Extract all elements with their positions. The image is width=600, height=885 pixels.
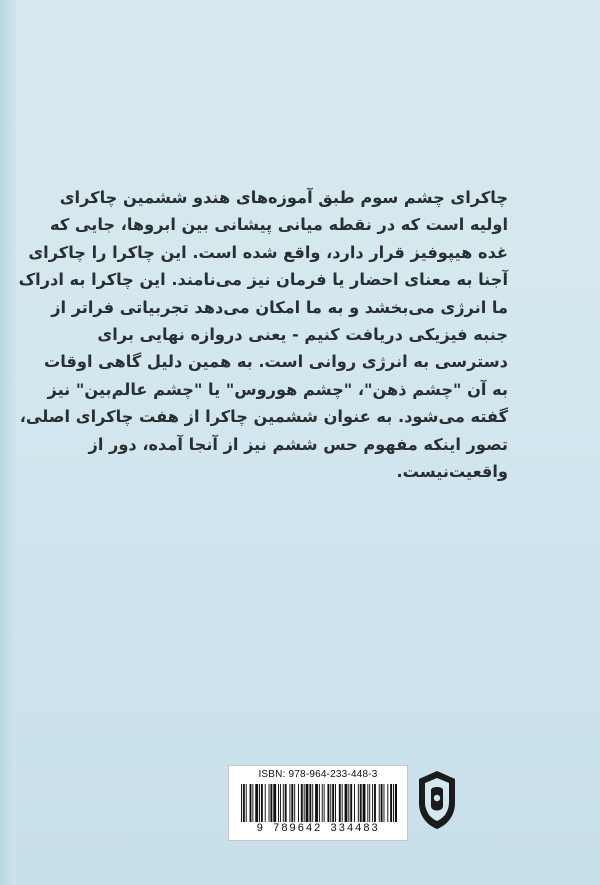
barcode-number: 9 789642 334483 (256, 823, 380, 835)
barcode-bar (304, 784, 305, 822)
barcode-bar (289, 784, 290, 822)
description-line: غده هیپوفیز قرار دارد، واقع شده است. این چاکرا را چاکرای (28, 242, 508, 262)
publisher-logo-icon (416, 770, 458, 830)
barcode-bar (379, 784, 380, 822)
barcode-bar (342, 784, 343, 822)
barcode-bar (291, 784, 293, 822)
barcode-bar (363, 784, 366, 822)
barcode-bar (312, 784, 313, 822)
barcode-bar (324, 784, 325, 822)
description-text (18, 184, 508, 485)
barcode-bar (345, 784, 348, 822)
barcode-bar (372, 784, 373, 822)
barcode-bar (358, 784, 359, 822)
spine-edge (0, 0, 16, 885)
description-line: چاکرای چشم سوم طبق آموزه‌های هندو ششمین چاکرای (59, 188, 508, 207)
barcode-bar (384, 784, 385, 822)
barcode-bar (278, 784, 279, 822)
description-line: اولیه است که در نقطه میانی پیشانی بین ابروها، جایی که (50, 215, 508, 235)
description-line: ما انرژی می‌بخشد و به ما امکان می‌دهد تجربیاتی فراتر از (51, 297, 508, 317)
barcode-bar (354, 784, 355, 822)
description-line: آجنا به معنای احضار یا فرمان نیز می‌نامند. این چاکرا به ادراک (18, 270, 508, 290)
barcode-bar (243, 784, 245, 822)
barcode-bar (319, 784, 320, 822)
barcode-bar (269, 784, 270, 822)
barcode-bar (322, 784, 323, 822)
barcode-bar (306, 784, 309, 822)
description-line: گفته می‌شود. به عنوان ششمین چاکرا از هفت چاکرای اصلی، (19, 407, 508, 427)
barcode-bar (332, 784, 334, 822)
barcode-bar (298, 784, 299, 822)
description-line: جنبه فیزیکی دریافت کنیم - یعنی دروازه نهایی برای (97, 325, 508, 345)
barcode-bar (301, 784, 303, 822)
barcode-bar (327, 784, 329, 822)
barcode-bar (374, 784, 376, 822)
barcode-bar (339, 784, 341, 822)
barcode-bar (395, 784, 397, 822)
barcode-bar (285, 784, 287, 822)
barcode-bar (246, 784, 247, 822)
barcode-bar (270, 784, 272, 822)
barcode-bar (335, 784, 336, 822)
barcode-bar (265, 784, 266, 822)
barcode-bar (255, 784, 258, 822)
description-line: دسترسی به انرژی روانی است. به همین دلیل گاهی اوقات (43, 352, 508, 372)
barcode-bar (252, 784, 253, 822)
isbn-barcode (228, 765, 408, 841)
barcode-bar (350, 784, 352, 822)
barcode-bar (283, 784, 284, 822)
barcode-bar (309, 784, 311, 822)
barcode-bar (280, 784, 281, 822)
barcode-bar (369, 784, 370, 822)
barcode-bars (239, 784, 397, 822)
isbn-label: ISBN: 978-964-233-448-3 (258, 769, 378, 780)
description-line: واقعیت‌نیست. (396, 462, 508, 482)
barcode-bar (315, 784, 318, 822)
barcode-bar (250, 784, 252, 822)
barcode-bar (348, 784, 349, 822)
barcode-bar (330, 784, 331, 822)
barcode-bar (393, 784, 394, 822)
barcode-bar (294, 784, 295, 822)
barcode-bar (259, 784, 260, 822)
barcode-bar (367, 784, 368, 822)
barcode-bar (381, 784, 383, 822)
barcode-bar (273, 784, 276, 822)
barcode-bar (241, 784, 242, 822)
barcode-bar (387, 784, 388, 822)
description-line: به آن "چشم ذهن"، "چشم هوروس" یا "چشم عالم‌بین" نیز (47, 379, 508, 399)
description-line: تصور اینکه مفهوم حس ششم نیز از آنجا آمده، دور از (88, 434, 508, 454)
barcode-bar (390, 784, 392, 822)
barcode-bar (360, 784, 362, 822)
barcode-bar (261, 784, 263, 822)
